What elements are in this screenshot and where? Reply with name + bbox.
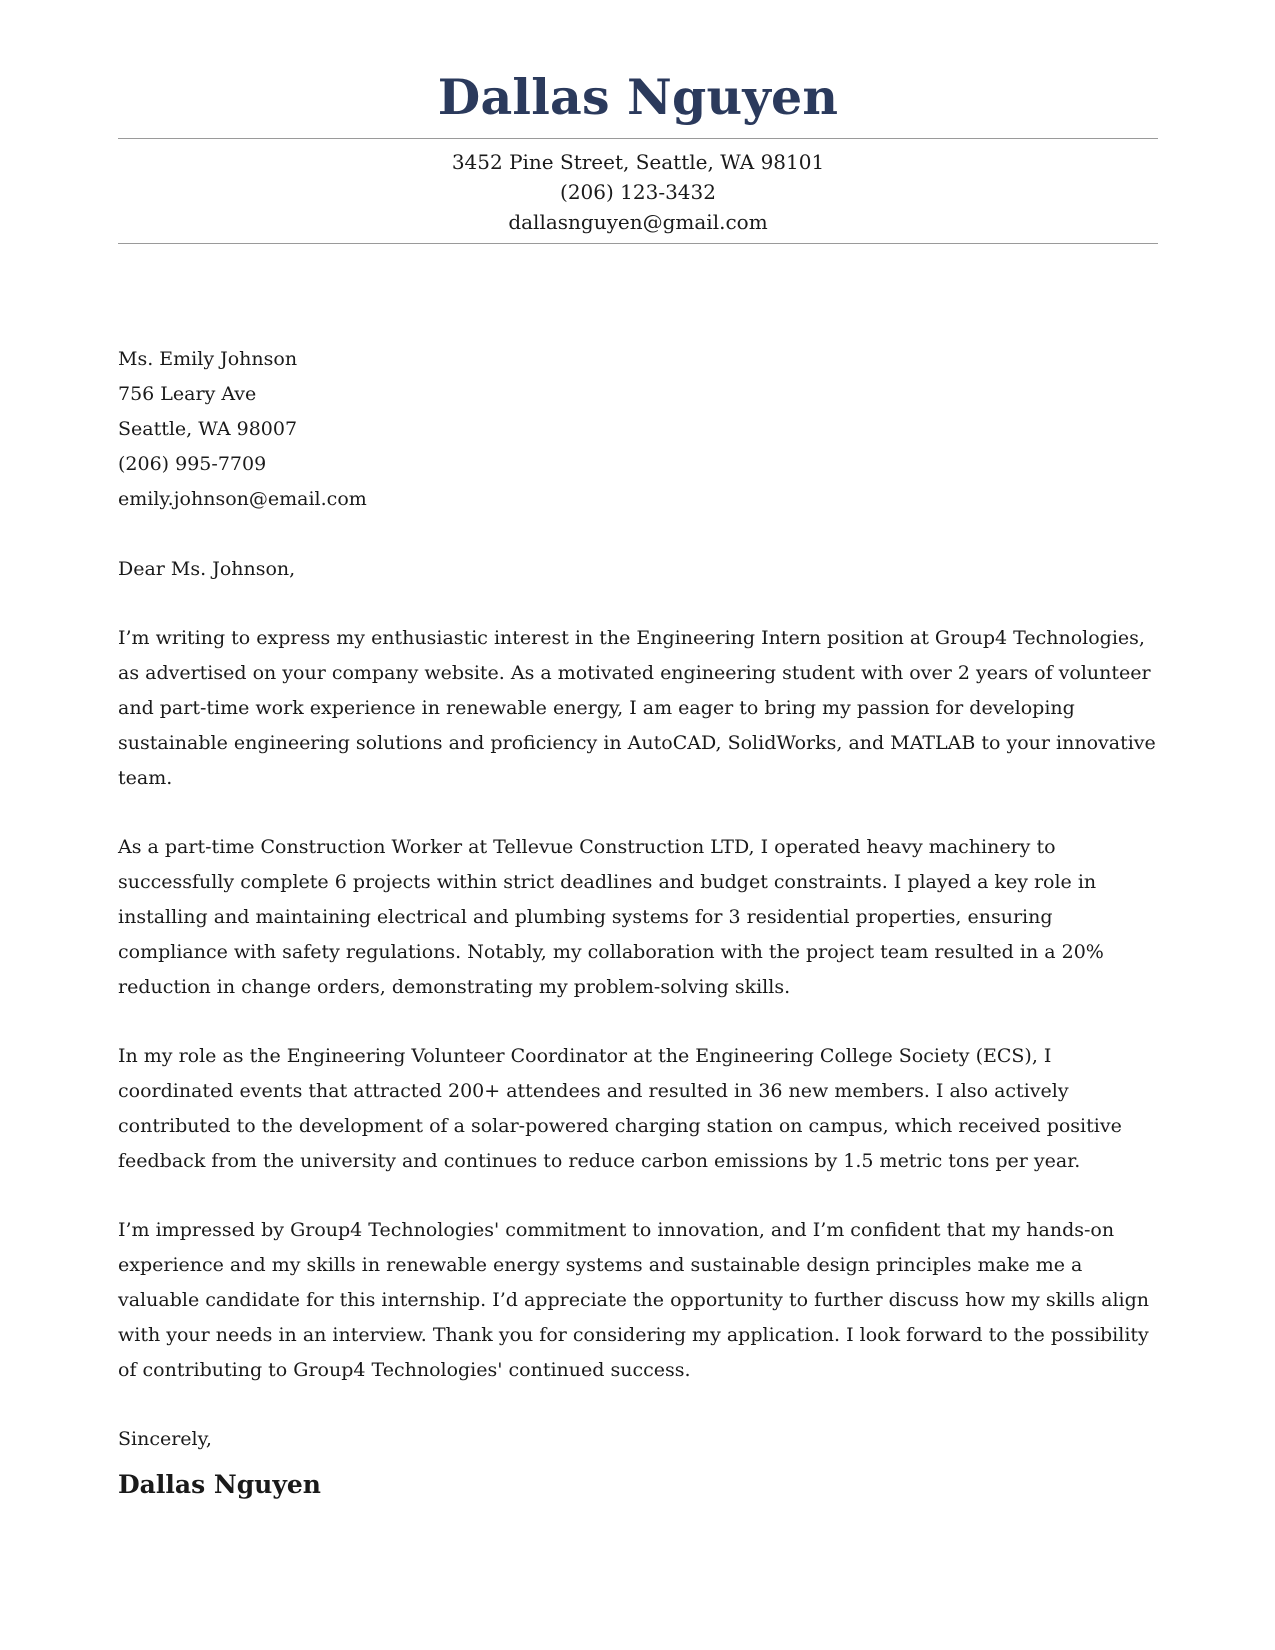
sender-phone: (206) 123-3432: [560, 180, 716, 204]
signature-name: Dallas Nguyen: [118, 1470, 321, 1499]
recipient-email: emily.johnson@email.com: [118, 488, 367, 510]
letter-body: [118, 552, 1162, 1491]
body-paragraph: In my role as the Engineering Volunteer Coordinator at the Engineering College Society (ECS), I coordinated events that attracted 200+ attendees and resulted in 36 new members. I also actively contributed to the development of a solar-powered charging station on campus, which received positive feedback from the university and continues to reduce carbon emissions by 1.5 metric tons per year.: [118, 1045, 1122, 1172]
recipient-city: Seattle, WA 98007: [118, 418, 298, 440]
recipient-name: Ms. Emily Johnson: [118, 348, 298, 370]
closing: Sincerely,: [118, 1428, 212, 1450]
sender-address: 3452 Pine Street, Seattle, WA 98101: [451, 150, 825, 174]
recipient-block: [118, 342, 1158, 517]
sender-email: dallasnguyen@gmail.com: [508, 210, 768, 234]
sender-contact: [118, 139, 1158, 243]
letter-header: [118, 62, 1158, 244]
body-paragraph: I’m impressed by Group4 Technologies' commitment to innovation, and I’m confident that my hands-on experience and my skills in renewable energy systems and sustainable design principles make me a valuable candidate for this internship. I’d appreciate the opportunity to further discuss how my skills align with your needs in an interview. Thank you for considering my application. I look forward to the possibility of contributing to Group4 Technologies' continued success.: [118, 1219, 1150, 1381]
salutation: Dear Ms. Johnson,: [118, 558, 296, 580]
recipient-street: 756 Leary Ave: [118, 383, 257, 405]
body-paragraph: I’m writing to express my enthusiastic interest in the Engineering Intern position at Group4 Technologies, as advertised on your company website. As a motivated engineering student with over 2 years of volunteer and part-time work experience in renewable energy, I am eager to bring my passion for developing sustainable engineering solutions and proficiency in AutoCAD, SolidWorks, and MATLAB to your innovative team.: [118, 627, 1156, 789]
recipient-phone: (206) 995-7709: [118, 453, 267, 475]
body-paragraph: As a part-time Construction Worker at Tellevue Construction LTD, I operated heavy machinery to successfully complete 6 projects within strict deadlines and budget constraints. I played a key role in installing and maintaining electrical and plumbing systems for 3 residential properties, ensuring compliance with safety regulations. Notably, my collaboration with the project team resulted in a 20% reduction in change orders, demonstrating my problem-solving skills.: [118, 836, 1104, 998]
header-divider-bottom: [118, 243, 1158, 244]
sender-name: Dallas Nguyen: [437, 68, 839, 126]
